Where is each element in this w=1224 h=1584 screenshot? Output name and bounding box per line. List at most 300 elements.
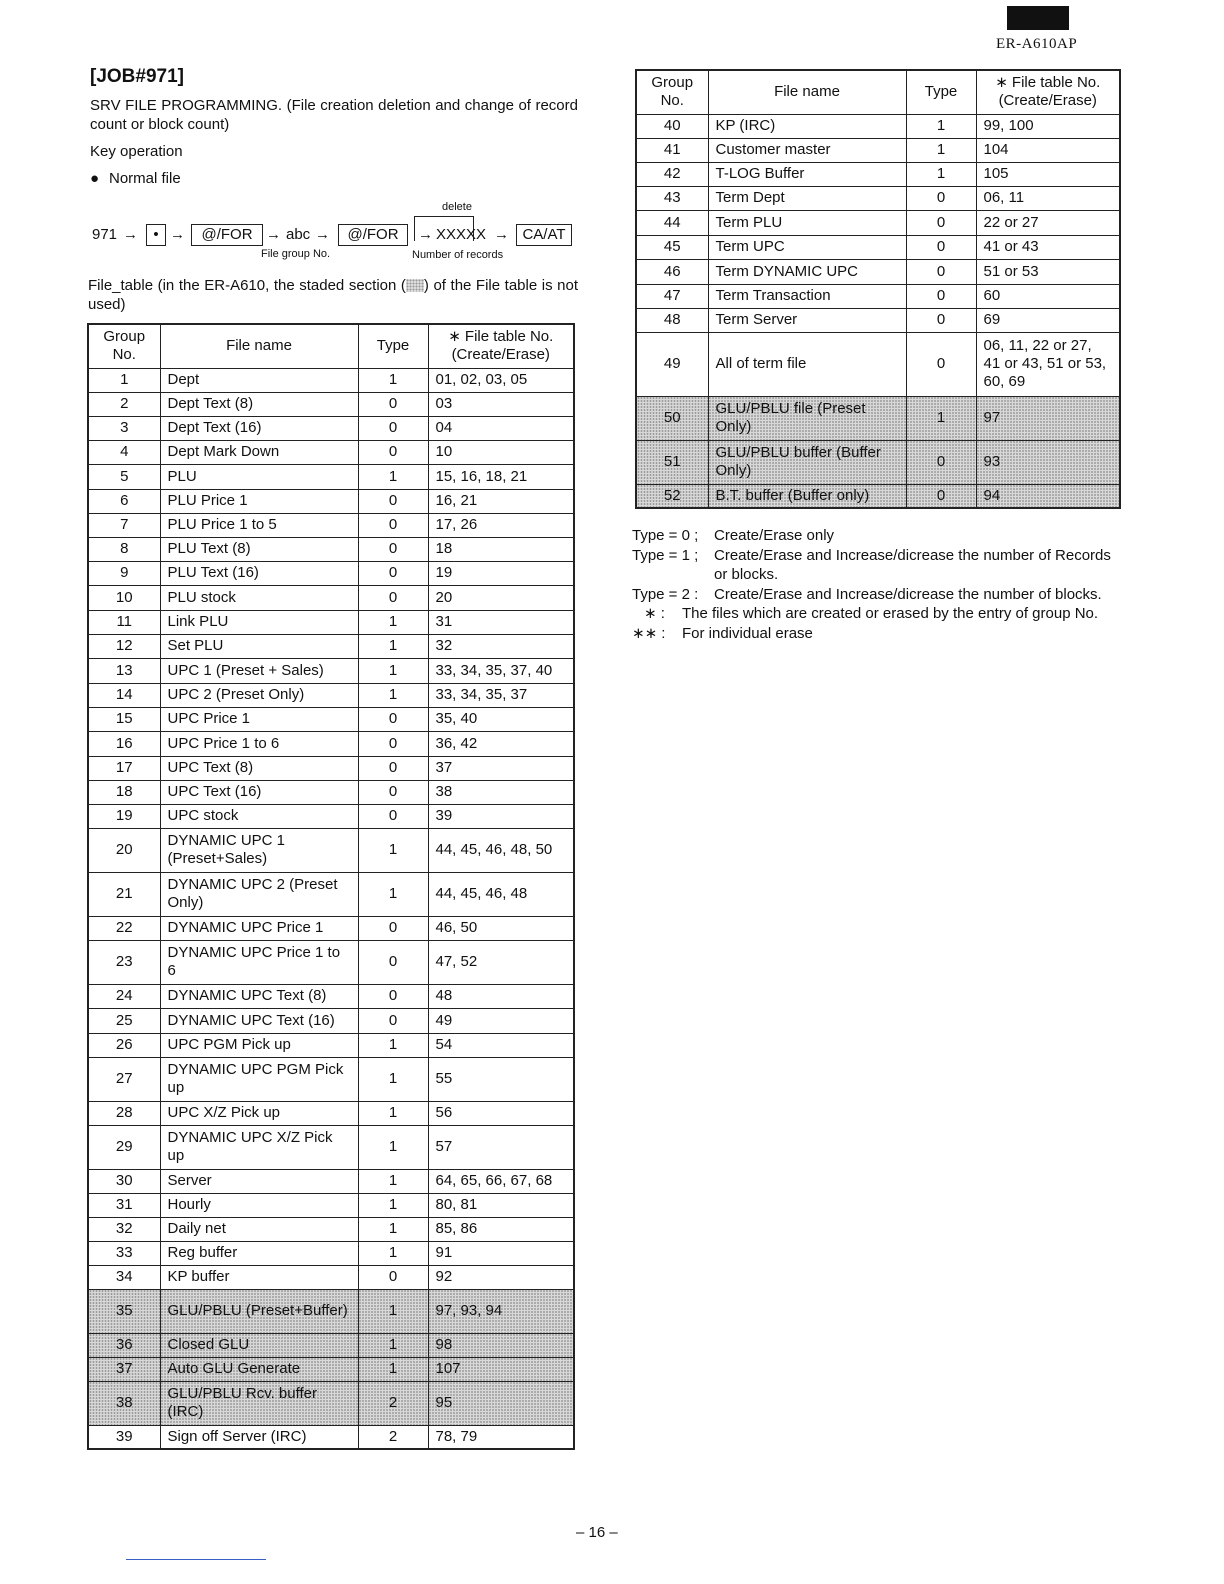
file-table-cell: 16, 21 [428, 489, 574, 513]
normal-file-item [90, 170, 181, 187]
table-row [88, 872, 574, 916]
type-cell: 1 [358, 610, 428, 634]
table-row [88, 1169, 574, 1193]
normal-file-label: Normal file [109, 170, 181, 187]
file-name-cell: UPC Price 1 [160, 707, 358, 731]
file-name-cell: UPC 1 (Preset + Sales) [160, 658, 358, 683]
file-name-cell: GLU/PBLU (Preset+Buffer) [160, 1289, 358, 1333]
shade-swatch [406, 279, 424, 292]
table-row [88, 1125, 574, 1169]
table-row [636, 162, 1120, 186]
file-name-cell: UPC Price 1 to 6 [160, 731, 358, 756]
file-table-right [635, 69, 1121, 509]
type-cell: 1 [358, 828, 428, 872]
file-name-cell: KP (IRC) [708, 114, 906, 138]
file-name-cell: DYNAMIC UPC Price 1 to 6 [160, 940, 358, 984]
file-table-cell: 85, 86 [428, 1217, 574, 1241]
group-no-cell: 49 [636, 332, 708, 396]
table-row [88, 416, 574, 440]
file-table-cell: 20 [428, 585, 574, 610]
table-row [636, 440, 1120, 484]
file-table-cell: 06, 11, 22 or 27, 41 or 43, 51 or 53, 60, 69 [976, 332, 1120, 396]
file-name-cell: Set PLU [160, 634, 358, 658]
col-group-no: Group No. [88, 324, 160, 368]
file-table-cell: 32 [428, 634, 574, 658]
group-no-cell: 3 [88, 416, 160, 440]
type-cell: 0 [358, 513, 428, 537]
file-table-cell: 44, 45, 46, 48, 50 [428, 828, 574, 872]
type-cell: 0 [358, 416, 428, 440]
type-cell: 1 [358, 1357, 428, 1381]
group-no-cell: 47 [636, 284, 708, 308]
file-table-cell: 49 [428, 1008, 574, 1033]
file-table-cell: 51 or 53 [976, 259, 1120, 284]
table-row [88, 1033, 574, 1057]
group-no-cell: 32 [88, 1217, 160, 1241]
type-cell: 1 [358, 1241, 428, 1265]
note-after: ) of the File table is not used) [88, 277, 578, 313]
file-table-cell: 41 or 43 [976, 235, 1120, 259]
type-cell: 0 [358, 731, 428, 756]
file-name-cell: PLU Text (16) [160, 561, 358, 585]
double-star-text: For individual erase [682, 624, 813, 642]
file-table-cell: 104 [976, 138, 1120, 162]
type-cell: 0 [358, 585, 428, 610]
col-file-table-no: ∗ File table No. (Create/Erase) [976, 70, 1120, 114]
arrow-right-icon: → [266, 226, 281, 243]
type-cell: 1 [358, 1057, 428, 1101]
table-row [88, 1357, 574, 1381]
star-label: ∗ : [644, 605, 665, 622]
file-name-cell: Server [160, 1169, 358, 1193]
type0-text: Create/Erase only [714, 527, 835, 544]
type-cell: 1 [906, 114, 976, 138]
file-name-cell: Dept Mark Down [160, 440, 358, 464]
type-cell: 1 [358, 872, 428, 916]
file-name-cell: Term Server [708, 308, 906, 332]
group-no-cell: 35 [88, 1289, 160, 1333]
group-no-cell: 26 [88, 1033, 160, 1057]
group-no-cell: 29 [88, 1125, 160, 1169]
file-table-cell: 80, 81 [428, 1193, 574, 1217]
dot-key: • [146, 224, 166, 246]
type-legend [632, 526, 1122, 643]
file-name-cell: UPC Text (16) [160, 780, 358, 804]
file-name-cell: Dept Text (8) [160, 392, 358, 416]
table-row [88, 940, 574, 984]
table-row [88, 984, 574, 1008]
file-table-cell: 57 [428, 1125, 574, 1169]
page-tab-marker [1007, 6, 1069, 30]
file-table-cell: 94 [976, 484, 1120, 508]
type-cell: 1 [358, 1217, 428, 1241]
type-cell: 1 [358, 634, 428, 658]
type-cell: 0 [358, 440, 428, 464]
type-cell: 0 [358, 940, 428, 984]
job-description: SRV FILE PROGRAMMING. (File creation deletion and change of record count or block count) [90, 97, 578, 133]
type-cell: 1 [358, 464, 428, 489]
file-name-cell: Term PLU [708, 210, 906, 235]
type-cell: 1 [906, 396, 976, 440]
type-cell: 2 [358, 1425, 428, 1449]
ca-at-key: CA/AT [516, 224, 572, 246]
group-no-cell: 21 [88, 872, 160, 916]
file-table-cell: 31 [428, 610, 574, 634]
table-row [88, 1333, 574, 1357]
file-table-cell: 22 or 27 [976, 210, 1120, 235]
file-name-cell: UPC 2 (Preset Only) [160, 683, 358, 707]
type-cell: 0 [906, 284, 976, 308]
file-name-cell: Link PLU [160, 610, 358, 634]
table-row [88, 585, 574, 610]
type-cell: 0 [358, 804, 428, 828]
job-title: [JOB#971] [90, 66, 184, 87]
group-no-cell: 52 [636, 484, 708, 508]
file-table-cell: 15, 16, 18, 21 [428, 464, 574, 489]
type-cell: 1 [358, 1125, 428, 1169]
file-name-cell: UPC PGM Pick up [160, 1033, 358, 1057]
group-no-cell: 46 [636, 259, 708, 284]
type-cell: 1 [358, 1033, 428, 1057]
group-no-cell: 36 [88, 1333, 160, 1357]
group-no-cell: 40 [636, 114, 708, 138]
group-no-cell: 27 [88, 1057, 160, 1101]
table-row [88, 1381, 574, 1425]
group-no-cell: 33 [88, 1241, 160, 1265]
table-row [88, 731, 574, 756]
table-row [88, 804, 574, 828]
file-name-cell: Term DYNAMIC UPC [708, 259, 906, 284]
seq-xxxxx: XXXXX [436, 226, 487, 243]
type-cell: 1 [358, 683, 428, 707]
file-name-cell: UPC X/Z Pick up [160, 1101, 358, 1125]
group-no-cell: 13 [88, 658, 160, 683]
table-row [636, 114, 1120, 138]
file-name-cell: T-LOG Buffer [708, 162, 906, 186]
col-type: Type [906, 70, 976, 114]
type-cell: 0 [358, 489, 428, 513]
key-operation-heading: Key operation [90, 143, 183, 160]
type-cell: 0 [906, 308, 976, 332]
file-table-cell: 01, 02, 03, 05 [428, 368, 574, 392]
group-no-cell: 9 [88, 561, 160, 585]
type1-text: Create/Erase and Increase/dicrease the number of Records or blocks. [714, 546, 1111, 583]
table-row [88, 1241, 574, 1265]
col-file-table-no: ∗ File table No. (Create/Erase) [428, 324, 574, 368]
group-no-cell: 28 [88, 1101, 160, 1125]
footer-rule [126, 1559, 266, 1560]
col-file-name: File name [708, 70, 906, 114]
group-no-cell: 43 [636, 186, 708, 210]
group-no-cell: 24 [88, 984, 160, 1008]
file-name-cell: PLU [160, 464, 358, 489]
file-name-cell: PLU Text (8) [160, 537, 358, 561]
file-table-cell: 10 [428, 440, 574, 464]
file-name-cell: Auto GLU Generate [160, 1357, 358, 1381]
type-cell: 0 [358, 780, 428, 804]
group-no-cell: 39 [88, 1425, 160, 1449]
arrow-right-icon: → [494, 226, 509, 243]
file-name-cell: GLU/PBLU buffer (Buffer Only) [708, 440, 906, 484]
table-row [636, 332, 1120, 396]
type-cell: 1 [906, 162, 976, 186]
table-row [88, 464, 574, 489]
type-cell: 1 [906, 138, 976, 162]
table-row [636, 308, 1120, 332]
file-table-note [88, 276, 578, 314]
file-table-cell: 93 [976, 440, 1120, 484]
table-row [636, 284, 1120, 308]
table-row [636, 235, 1120, 259]
file-table-cell: 35, 40 [428, 707, 574, 731]
arrow-right-icon: → [170, 226, 185, 243]
table-row [88, 513, 574, 537]
file-table-cell: 18 [428, 537, 574, 561]
file-table-cell: 92 [428, 1265, 574, 1289]
type-cell: 0 [358, 1265, 428, 1289]
seq-start: 971 [92, 226, 118, 243]
type-cell: 0 [906, 259, 976, 284]
file-table-left [87, 323, 575, 1450]
file-table-cell: 44, 45, 46, 48 [428, 872, 574, 916]
table-row [88, 1289, 574, 1333]
for-key-1: @/FOR [191, 224, 263, 246]
group-no-cell: 25 [88, 1008, 160, 1033]
file-name-cell: Term UPC [708, 235, 906, 259]
file-table-cell: 91 [428, 1241, 574, 1265]
table-row [636, 186, 1120, 210]
for-key-2: @/FOR [338, 224, 408, 246]
file-name-cell: All of term file [708, 332, 906, 396]
file-table-cell: 17, 26 [428, 513, 574, 537]
file-name-cell: Daily net [160, 1217, 358, 1241]
type-cell: 0 [358, 561, 428, 585]
group-no-cell: 31 [88, 1193, 160, 1217]
table-row [88, 1101, 574, 1125]
group-no-cell: 8 [88, 537, 160, 561]
group-no-cell: 51 [636, 440, 708, 484]
group-no-cell: 20 [88, 828, 160, 872]
note-before: File_table (in the ER-A610, the staded section ( [88, 277, 406, 294]
seq-abc: abc [286, 226, 311, 243]
file-table-cell: 69 [976, 308, 1120, 332]
type-cell: 0 [358, 392, 428, 416]
records-label: Number of records [412, 249, 504, 261]
file-table-cell: 98 [428, 1333, 574, 1357]
table-row [88, 561, 574, 585]
type2-text: Create/Erase and Increase/dicrease the number of blocks. [714, 585, 1102, 603]
group-no-cell: 11 [88, 610, 160, 634]
group-no-cell: 41 [636, 138, 708, 162]
group-no-cell: 19 [88, 804, 160, 828]
table-row [88, 610, 574, 634]
file-name-cell: PLU Price 1 to 5 [160, 513, 358, 537]
table-row [636, 396, 1120, 440]
file-table-cell: 64, 65, 66, 67, 68 [428, 1169, 574, 1193]
type-cell: 0 [906, 235, 976, 259]
file-table-cell: 48 [428, 984, 574, 1008]
col-type: Type [358, 324, 428, 368]
group-no-cell: 7 [88, 513, 160, 537]
file-table-cell: 95 [428, 1381, 574, 1425]
type-cell: 0 [906, 484, 976, 508]
table-row [88, 1217, 574, 1241]
file-name-cell: Dept Text (16) [160, 416, 358, 440]
star-text: The files which are created or erased by the entry of group No. [682, 605, 1099, 622]
table-row [88, 537, 574, 561]
type-cell: 1 [358, 1193, 428, 1217]
type-cell: 0 [358, 537, 428, 561]
table-row [88, 392, 574, 416]
group-no-cell: 10 [88, 585, 160, 610]
table-row [88, 780, 574, 804]
group-no-cell: 48 [636, 308, 708, 332]
file-table-cell: 55 [428, 1057, 574, 1101]
file-group-label: File group No. [261, 248, 331, 260]
file-name-cell: Reg buffer [160, 1241, 358, 1265]
group-no-cell: 30 [88, 1169, 160, 1193]
file-table-cell: 99, 100 [976, 114, 1120, 138]
file-table-cell: 06, 11 [976, 186, 1120, 210]
file-name-cell: DYNAMIC UPC X/Z Pick up [160, 1125, 358, 1169]
table-row [636, 138, 1120, 162]
file-name-cell: Term Transaction [708, 284, 906, 308]
group-no-cell: 12 [88, 634, 160, 658]
double-star-label: ∗∗ : [632, 624, 666, 642]
file-name-cell: Term Dept [708, 186, 906, 210]
file-name-cell: Dept [160, 368, 358, 392]
table-row [636, 484, 1120, 508]
type-cell: 0 [358, 1008, 428, 1033]
type-cell: 0 [358, 707, 428, 731]
group-no-cell: 18 [88, 780, 160, 804]
type-cell: 0 [906, 186, 976, 210]
group-no-cell: 50 [636, 396, 708, 440]
file-name-cell: DYNAMIC UPC Text (16) [160, 1008, 358, 1033]
file-name-cell: PLU Price 1 [160, 489, 358, 513]
file-table-cell: 46, 50 [428, 916, 574, 940]
group-no-cell: 5 [88, 464, 160, 489]
file-table-cell: 47, 52 [428, 940, 574, 984]
file-table-cell: 33, 34, 35, 37 [428, 683, 574, 707]
group-no-cell: 6 [88, 489, 160, 513]
file-name-cell: Customer master [708, 138, 906, 162]
file-name-cell: B.T. buffer (Buffer only) [708, 484, 906, 508]
file-name-cell: DYNAMIC UPC Text (8) [160, 984, 358, 1008]
group-no-cell: 17 [88, 756, 160, 780]
file-name-cell: DYNAMIC UPC Price 1 [160, 916, 358, 940]
table-row [88, 658, 574, 683]
arrow-right-icon: → [418, 226, 433, 243]
group-no-cell: 37 [88, 1357, 160, 1381]
table-row [88, 489, 574, 513]
group-no-cell: 34 [88, 1265, 160, 1289]
page-number: – 16 – [576, 1524, 618, 1541]
file-name-cell: UPC stock [160, 804, 358, 828]
type-cell: 0 [358, 984, 428, 1008]
file-name-cell: UPC Text (8) [160, 756, 358, 780]
file-table-cell: 39 [428, 804, 574, 828]
table-row [88, 1193, 574, 1217]
file-table-cell: 36, 42 [428, 731, 574, 756]
file-name-cell: GLU/PBLU file (Preset Only) [708, 396, 906, 440]
bullet-icon: ● [90, 170, 100, 187]
type2-label: Type = 2 : [632, 585, 699, 603]
type-cell: 2 [358, 1381, 428, 1425]
file-name-cell: KP buffer [160, 1265, 358, 1289]
file-table-cell: 97, 93, 94 [428, 1289, 574, 1333]
file-table-cell: 33, 34, 35, 37, 40 [428, 658, 574, 683]
file-table-cell: 38 [428, 780, 574, 804]
group-no-cell: 38 [88, 1381, 160, 1425]
file-name-cell: Closed GLU [160, 1333, 358, 1357]
table-row [88, 634, 574, 658]
file-table-cell: 78, 79 [428, 1425, 574, 1449]
type-cell: 1 [358, 1333, 428, 1357]
file-table-cell: 56 [428, 1101, 574, 1125]
file-name-cell: DYNAMIC UPC 1 (Preset+Sales) [160, 828, 358, 872]
group-no-cell: 15 [88, 707, 160, 731]
file-name-cell: Hourly [160, 1193, 358, 1217]
col-file-name: File name [160, 324, 358, 368]
group-no-cell: 22 [88, 916, 160, 940]
type1-label: Type = 1 ; [632, 546, 699, 564]
type-cell: 1 [358, 1101, 428, 1125]
table-row [88, 756, 574, 780]
file-table-cell: 19 [428, 561, 574, 585]
type-cell: 0 [358, 756, 428, 780]
group-no-cell: 45 [636, 235, 708, 259]
type-cell: 0 [906, 332, 976, 396]
arrow-right-icon: → [315, 226, 330, 243]
table-row [88, 916, 574, 940]
type-cell: 1 [358, 1289, 428, 1333]
model-number: ER-A610AP [996, 36, 1078, 52]
type0-label: Type = 0 ; [632, 527, 699, 544]
file-name-cell: DYNAMIC UPC 2 (Preset Only) [160, 872, 358, 916]
group-no-cell: 42 [636, 162, 708, 186]
group-no-cell: 4 [88, 440, 160, 464]
file-table-cell: 107 [428, 1357, 574, 1381]
group-no-cell: 16 [88, 731, 160, 756]
arrow-right-icon: → [123, 226, 138, 243]
table-row [88, 1265, 574, 1289]
file-table-cell: 54 [428, 1033, 574, 1057]
table-row [88, 368, 574, 392]
file-table-cell: 105 [976, 162, 1120, 186]
table-row [88, 707, 574, 731]
col-group-no: Group No. [636, 70, 708, 114]
type-cell: 0 [906, 440, 976, 484]
file-table-cell: 37 [428, 756, 574, 780]
file-table-cell: 03 [428, 392, 574, 416]
type-cell: 1 [358, 368, 428, 392]
table-row [636, 259, 1120, 284]
table-row [88, 1057, 574, 1101]
group-no-cell: 23 [88, 940, 160, 984]
file-name-cell: GLU/PBLU Rcv. buffer (IRC) [160, 1381, 358, 1425]
file-name-cell: DYNAMIC UPC PGM Pick up [160, 1057, 358, 1101]
type-cell: 0 [358, 916, 428, 940]
type-cell: 1 [358, 658, 428, 683]
group-no-cell: 2 [88, 392, 160, 416]
file-table-cell: 97 [976, 396, 1120, 440]
table-row [88, 1008, 574, 1033]
group-no-cell: 14 [88, 683, 160, 707]
key-sequence [92, 201, 592, 262]
file-name-cell: PLU stock [160, 585, 358, 610]
delete-label: delete [442, 201, 472, 213]
